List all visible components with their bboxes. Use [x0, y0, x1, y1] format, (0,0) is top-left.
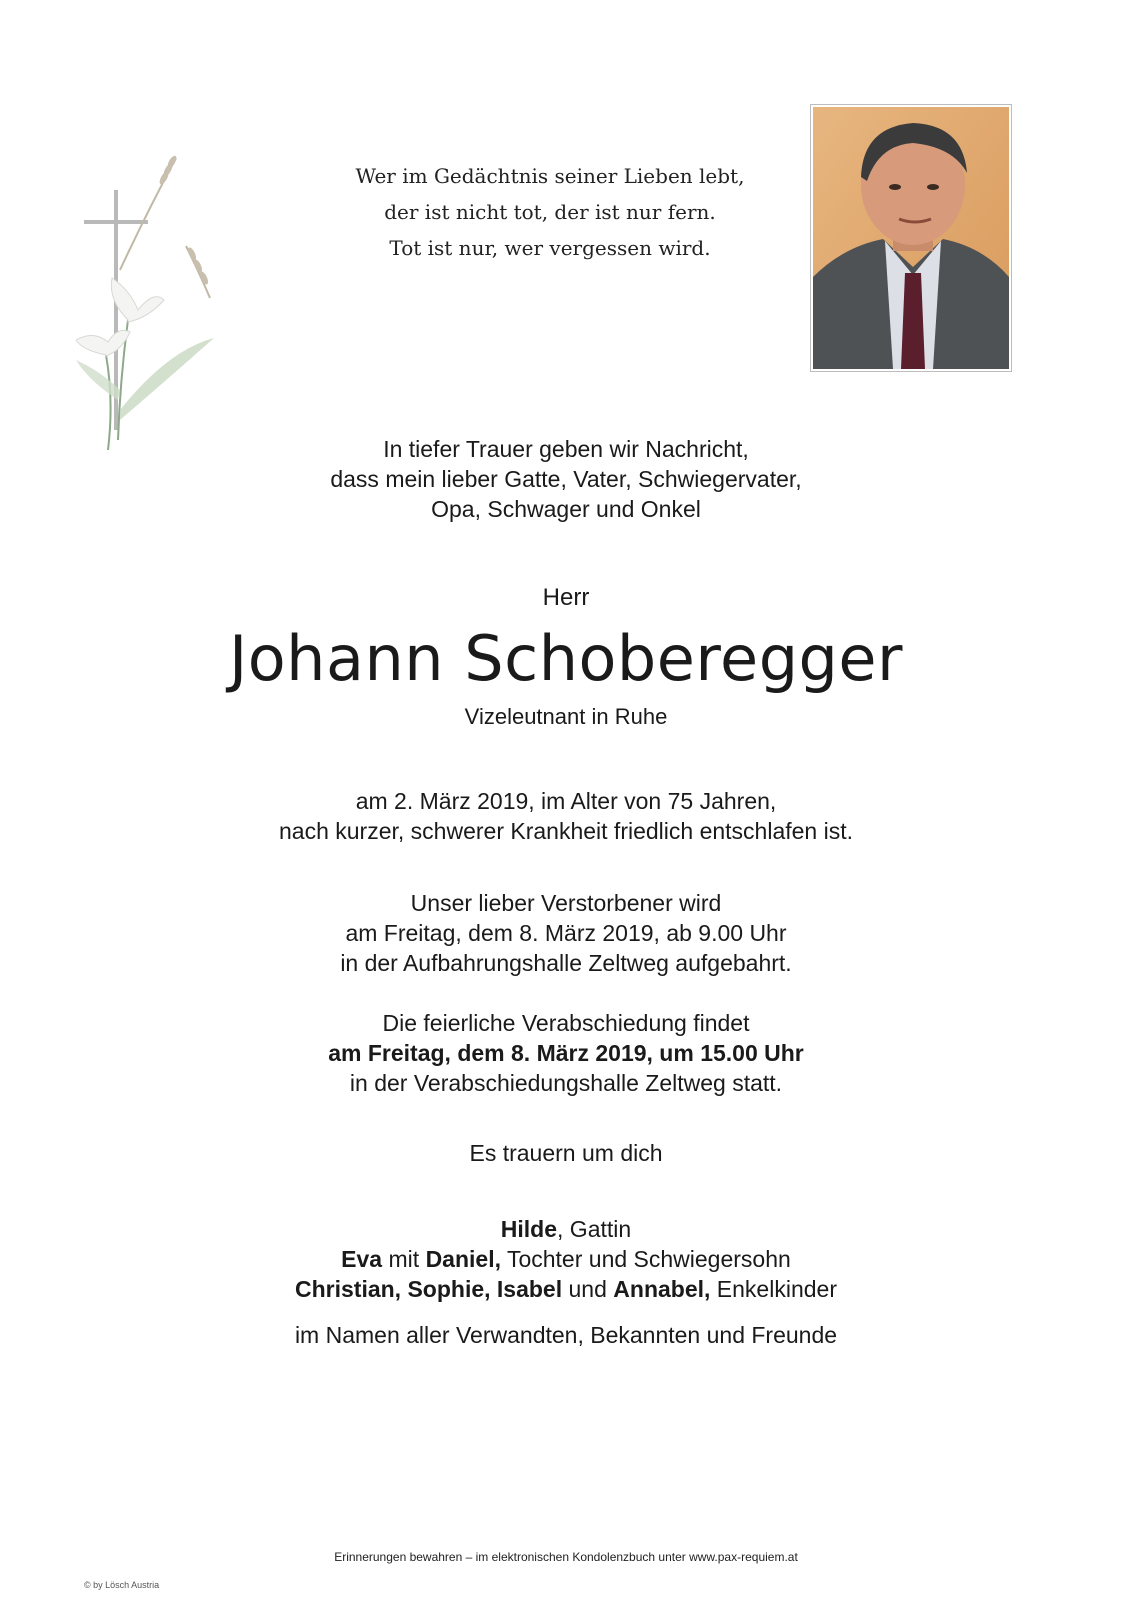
mourner-role: Tochter und Schwiegersohn	[500, 1246, 791, 1272]
viewing-notice	[0, 888, 1132, 978]
viewing-line: am Freitag, dem 8. März 2019, ab 9.00 Uhr	[345, 920, 787, 946]
quote-line: Tot ist nur, wer vergessen wird.	[389, 236, 711, 260]
farewell-notice	[0, 1008, 1132, 1098]
mourner-row	[0, 1274, 1132, 1304]
viewing-line: Unser lieber Verstorbener wird	[410, 890, 722, 916]
quote-line: der ist nicht tot, der ist nur fern.	[384, 200, 716, 224]
farewell-date: am Freitag, dem 8. März 2019, um 15.00 Uhr	[328, 1040, 804, 1066]
deceased-name: Johann Schoberegger	[228, 622, 904, 695]
mourner-row	[0, 1244, 1132, 1274]
closing-line: im Namen aller Verwandten, Bekannten und Freunde	[294, 1322, 838, 1348]
death-line: am 2. März 2019, im Alter von 75 Jahren,	[355, 788, 777, 814]
farewell-line: Die feierliche Verabschiedung findet	[382, 1010, 750, 1036]
copyright-notice: © by Lösch Austria	[84, 1580, 160, 1590]
viewing-line: in der Aufbahrungshalle Zeltweg aufgebahrt.	[340, 950, 792, 976]
mourner-row	[0, 1214, 1132, 1244]
death-notice	[0, 786, 1132, 846]
intro-line: Opa, Schwager und Onkel	[431, 496, 701, 522]
farewell-line: in der Verabschiedungshalle Zeltweg statt.	[349, 1070, 783, 1096]
mourner-role: Enkelkinder	[710, 1276, 837, 1302]
memorial-quote	[300, 158, 800, 266]
quote-line: Wer im Gedächtnis seiner Lieben lebt,	[355, 164, 745, 188]
mourner-name: Daniel,	[425, 1246, 501, 1272]
mourners-list	[0, 1214, 1132, 1304]
mourner-conj: und	[562, 1276, 614, 1302]
mourner-role: , Gattin	[557, 1216, 632, 1242]
deceased-rank: Vizeleutnant in Ruhe	[464, 704, 668, 729]
cross-lily-wheat-icon	[68, 150, 228, 450]
intro-text	[0, 434, 1132, 524]
intro-line: In tiefer Trauer geben wir Nachricht,	[383, 436, 749, 462]
mourner-name: Annabel,	[613, 1276, 711, 1302]
mourner-name: Eva	[341, 1246, 383, 1272]
mourner-name: Christian, Sophie, Isabel	[295, 1276, 563, 1302]
portrait-photo	[810, 104, 1012, 372]
mourners-heading: Es trauern um dich	[469, 1140, 663, 1166]
footer-condolence-text: Erinnerungen bewahren – im elektronischen Kondolenzbuch unter www.pax-requiem.at	[334, 1550, 798, 1564]
death-line: nach kurzer, schwerer Krankheit friedlich entschlafen ist.	[279, 818, 853, 844]
mourner-name: Hilde	[500, 1216, 558, 1242]
intro-line: dass mein lieber Gatte, Vater, Schwiegervater,	[330, 466, 802, 492]
mourner-conj: mit	[382, 1246, 426, 1272]
salutation: Herr	[542, 584, 590, 611]
